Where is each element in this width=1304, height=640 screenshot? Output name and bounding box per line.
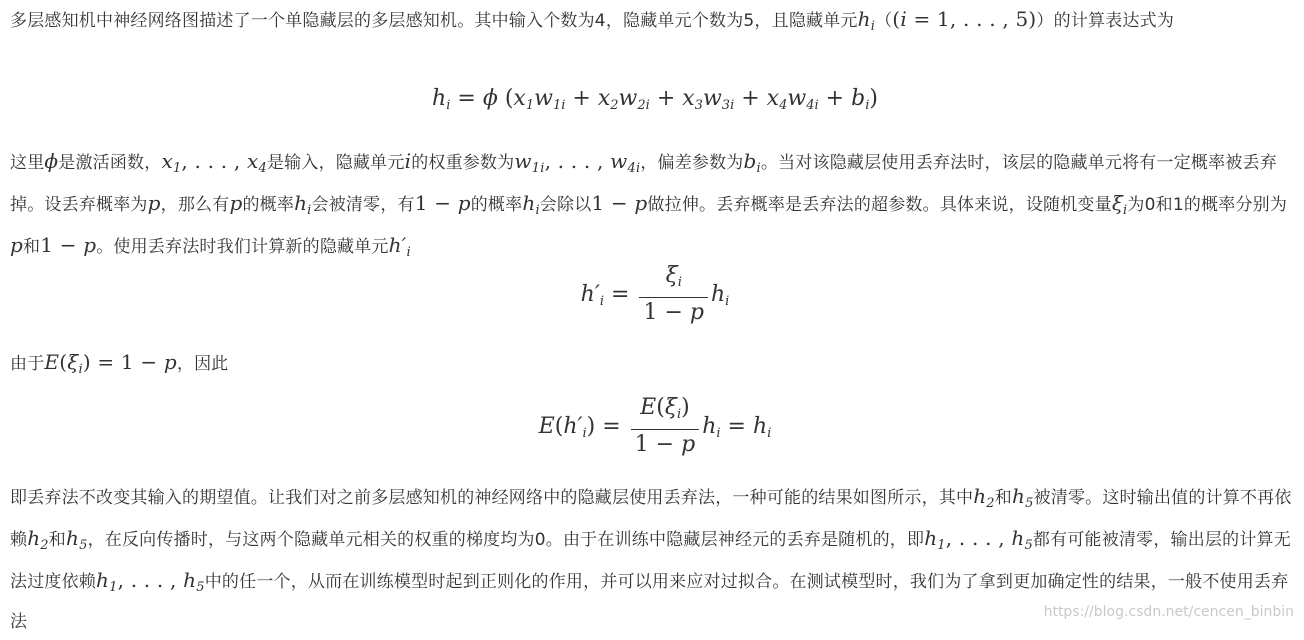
paragraph-dropout-definition: 这里ϕ是激活函数，$x_1$, . . . , $x_4$是输入，隐藏单元i的权重参数为$w_{1i}$, . . . , $w_{4i}$，偏差参数为$b_i$。当对该隐藏层使用丢弃法时，该层的隐藏单元将有一定概率被丢弃掉。设丢弃概率为p，那么有p的概率$h_i$会被清零，有1 − p的概率$h_i$会除以1 − p做拉伸。丢弃概率是丢弃法的超参数。具体来说，设随机变量$\xi_i$为0和1的概率分别为p和1 − p。使用丢弃法时我们计算新的隐藏单元$h'_i$ <box>10 149 1288 260</box>
equation-hidden-unit: $h_i = \phi$ $(x_1w_{1i} + x_2w_{2i} + x_3w_{3i} + x_4w_{4i} + b_i)$ <box>432 86 878 113</box>
equation-expectation: $E(h'_i)$ = $\frac{E(\xi_i)}{1 - p}$ $h_i = h_i$ <box>538 395 772 457</box>
paragraph-expectation: 由于$E(\xi_i) = 1 - p$，因此 <box>10 350 229 377</box>
equation-dropout-scaling: $h'_i$ = $\frac{\xi_i}{1 - p}$ $h_i$ <box>580 263 730 325</box>
watermark: https://blog.csdn.net/cencen_binbin <box>1043 604 1294 620</box>
paragraph-intro: 多层感知机中神经网络图描述了一个单隐藏层的多层感知机。其中输入个数为4，隐藏单元个数为5，且隐藏单元$h_i((i = 1$, . . . , 5)）的计算表达式为 <box>10 7 1175 34</box>
paragraph-conclusion: 即丢弃法不改变其输入的期望值。让我们对之前多层感知机的神经网络中的隐藏层使用丢弃法，一种可能的结果如图所示，其中$h_2$和$h_5$被清零。这时输出值的计算不再依赖$h_2$和$h_5$，在反向传播时，与这两个隐藏单元相关的权重的梯度均为0。由于在训练中隐藏层神经元的丢弃是随机的，即$h_1$, . . . , $h_5$都有可能被清零，输出层的计算无法过度依赖$h_1$, . . . , $h_5$中的任一个，从而在训练模型时起到正则化的作用，并可以用来应对过拟合。在测试模型时，我们为了拿到更加确定性的结果，一般不使用丢弃法 <box>10 484 1292 632</box>
